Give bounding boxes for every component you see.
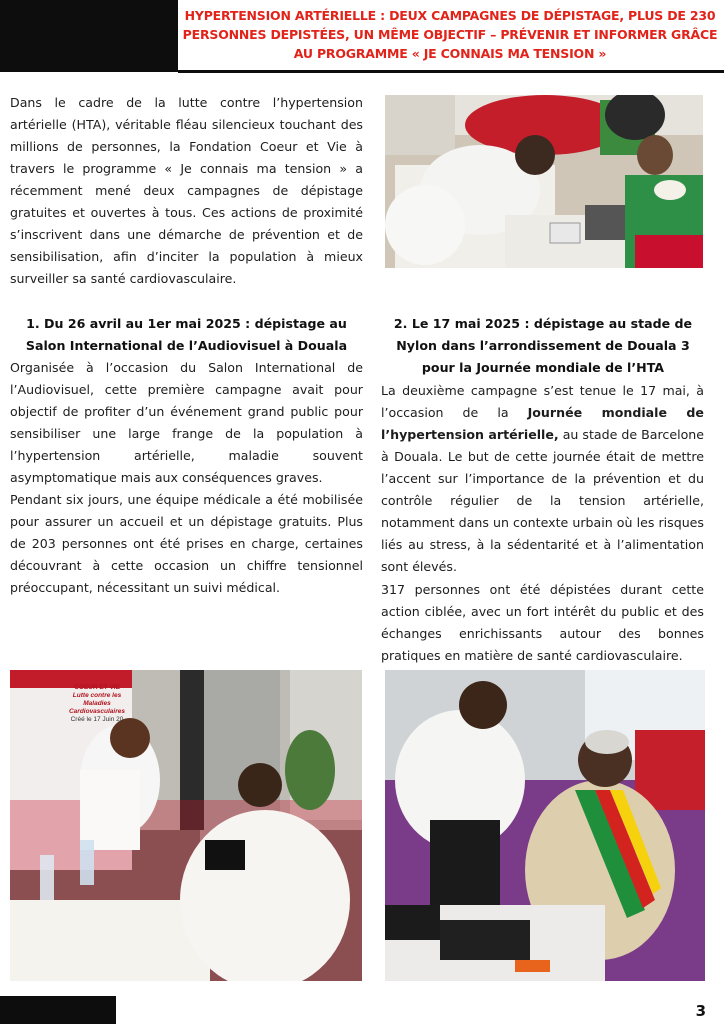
section-1-title: 1. Du 26 avril au 1er mai 2025 : dépistage au Salon International de l’Audiovisuel à Douala: [25, 316, 348, 353]
header-rule: [178, 70, 724, 73]
photo-salon-screening: [10, 670, 362, 981]
page-title: HYPERTENSION ARTÉRIELLE : DEUX CAMPAGNES DE DÉPISTAGE, PLUS DE 230 PERSONNES DEPISTÉES, UN MÊME OBJECTIF – PRÉVENIR ET INFORMER GRÂCE AU PROGRAMME « JE CONNAIS MA TENSION »: [182, 8, 718, 61]
banner-line-3: Créé le 17 Juin 20: [70, 716, 124, 723]
page-number: 3: [695, 1002, 706, 1020]
footer-black-block: [0, 996, 116, 1024]
section-2-paragraph-2: 317 personnes ont été dépistées durant cette action ciblée, avec un fort intérêt du public et des échanges enrichissants autour des bonnes pratiques en matière de santé cardiovasculaire.: [381, 582, 704, 663]
banner-line-1: COEUR ET VIE: [74, 684, 120, 691]
section-2-title: 2. Le 17 mai 2025 : dépistage au stade de Nylon dans l’arrondissement de Douala 3 pour la Journée mondiale de l’HTA: [393, 316, 693, 375]
photo-stadium-screening: [385, 670, 705, 981]
photo-screening-table: [385, 95, 703, 268]
header-black-block: [0, 0, 178, 72]
banner-line-2: Lutte contre les Maladies Cardiovasculaires: [68, 692, 125, 715]
section-2-paragraph-1: La deuxième campagne s’est tenue le 17 mai, à l’occasion de la Journée mondiale de l’hypertension artérielle, au stade de Barcelone à Douala. Le but de cette journée était de mettre l’accent sur l’importance de la prévention et du contrôle régulier de la tension artérielle, notamment dans un contexte urbain où les risques liés au stress, à la sédentarité et à l’alimentation sont élevés.: [381, 383, 705, 574]
section-2-bold-phrase: Journée mondiale de l’hypertension artérielle,: [381, 405, 704, 442]
section-1-paragraph-2: Pendant six jours, une équipe médicale a été mobilisée pour assurer un accueil et un dépistage gratuits. Plus de 203 personnes ont été prises en charge, certaines découvrant à cette occasion un chiffre tensionnel préoccupant, nécessitant un suivi médical.: [10, 492, 363, 595]
intro-paragraph: Dans le cadre de la lutte contre l’hypertension artérielle (HTA), véritable fléau silencieux touchant des millions de personnes, la Fondation Coeur et Vie à travers le programme « Je connais ma tension » a récemment mené deux campagnes de dépistage gratuites et ouvertes à tous. Ces actions de proximité s’inscrivent dans une démarche de prévention et de sensibilisation, afin d’inciter la population à mieux surveiller sa santé cardiovasculaire.: [10, 95, 363, 286]
section-1-paragraph-1: Organisée à l’occasion du Salon International de l’Audiovisuel, cette première campagne avait pour objectif de profiter d’un événement grand public pour sensibiliser une large frange de la population à l’hypertension artérielle, maladie souvent asymptomatique mais aux conséquences graves.: [10, 360, 363, 485]
